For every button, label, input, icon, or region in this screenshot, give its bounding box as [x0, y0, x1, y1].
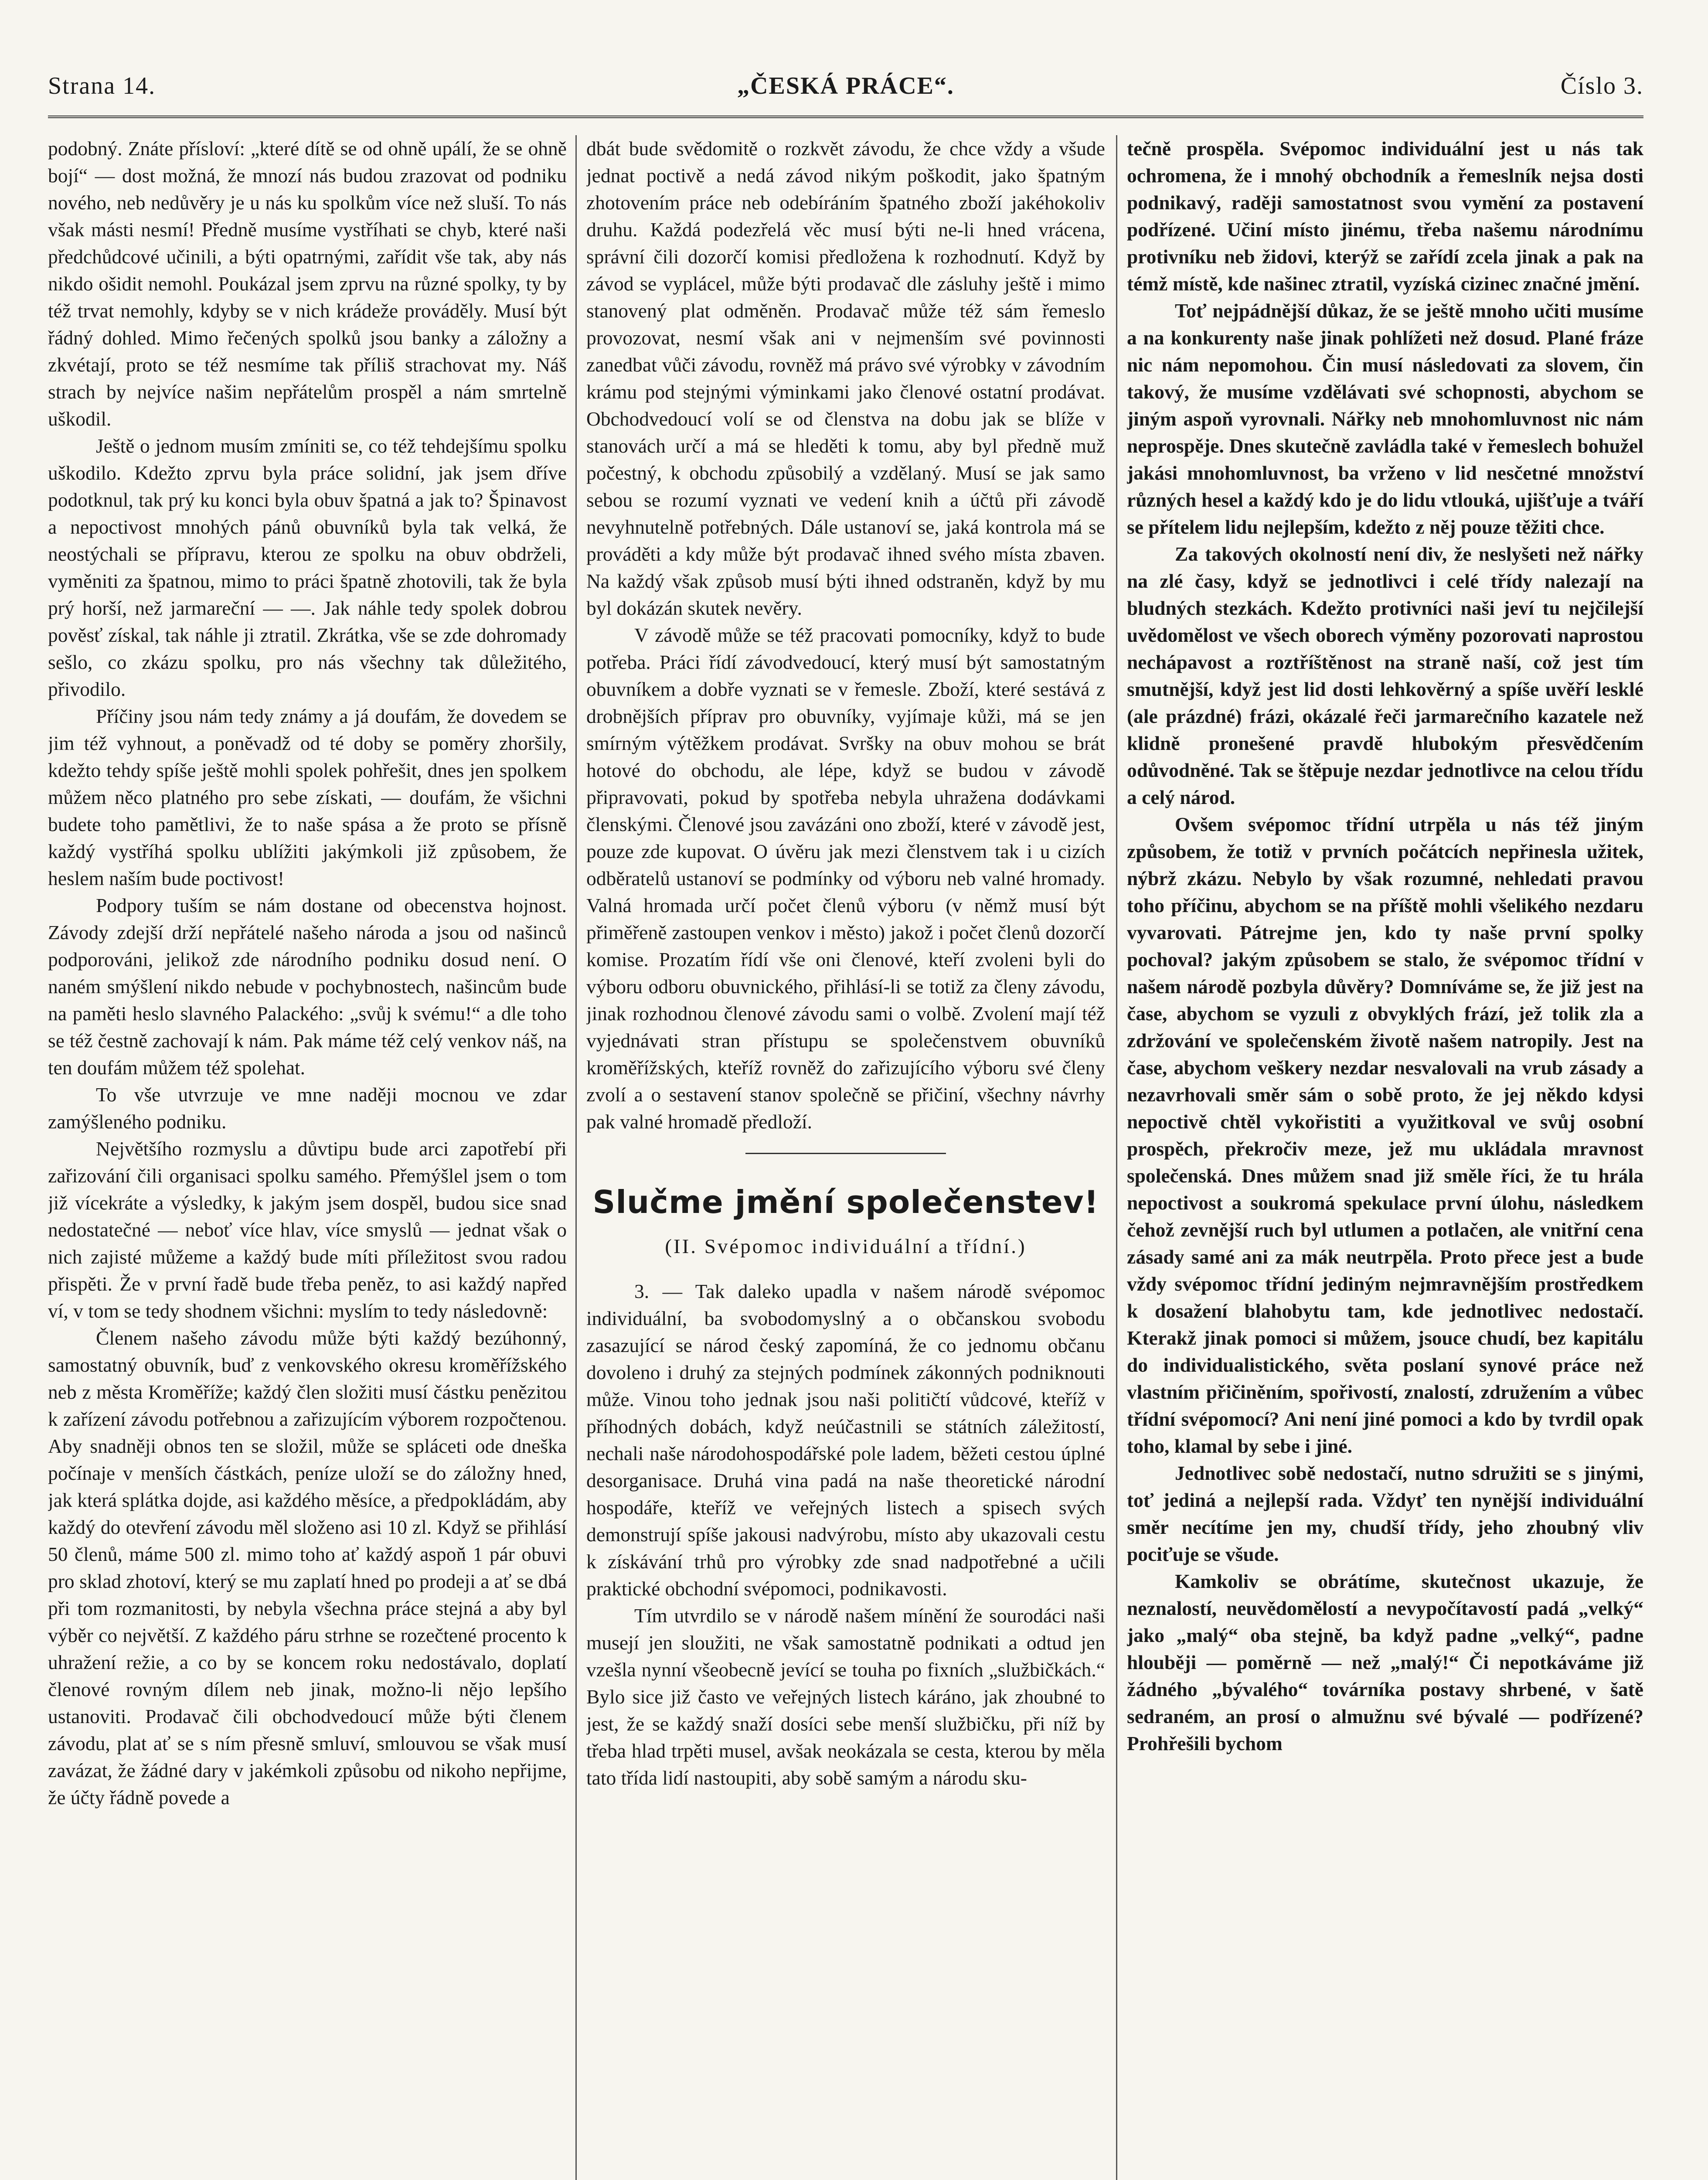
- paragraph: To vše utvrzuje ve mne naději mocnou ve zdar zamýšleného podniku.: [48, 1083, 567, 1133]
- column-divider: [575, 135, 577, 2180]
- paragraph: Ovšem svépomoc třídní utrpěla u nás též jiným způsobem, že totiž v prvních počátcích nepřinesla užitek, nýbrž zkázu. Nebylo by však rozumné, nehledati pravou toho příčinu, abychom se na příště mohli všelikého nezdaru vyvarovati. Pátrejme jen, kdo ty naše první spolky pochoval? jakým způsobem se stalo, že svépomoc třídní v našem národě pozbyla důvěry? Domníváme se, že již jest na čase, abychom se vyzuli z obvyklých frází, jež tolik zla a zdržování ve společenském životě našem natropily. Jest na čase, abychom veškery nezdar nesvalovali na vrub zásady a nezavrhovali směr sám o sobě proto, že jej někdo kdysi nepoctivě chtěl vykořistiti a využitkoval ve svůj osobní prospěch, překročiv meze, jež mu ukládala mravnost společenská. Dnes můžem snad již směle říci, že tu hrála nepoctivost a soukromá spekulace první úlohu, následkem čehož zevnější ruch byl utlumen a potlačen, ale vnitřní cena zásady samé ani za mák neutrpěla. Proto přece jest a bude vždy svépomoc třídní jediným nejmravnějším prostředkem k dosažení blahobytu tam, kde jednotlivec nedostačí. Kterakž jinak pomoci si můžem, jsouce chudí, bez kapitálu do individualistického, světa poslaní synové práce než vlastním přičiněním, spořivostí, znalostí, združením a vůbec třídní svépomocí? Ani není jiné pomoci a kdo by tvrdil opak toho, klamal by sebe i jiné.: [1127, 813, 1643, 1457]
- column-left: [48, 135, 567, 2180]
- column-middle: [586, 135, 1105, 2180]
- page-number: Strana 14.: [48, 72, 156, 99]
- paragraph: Toť nejpádnější důkaz, že se ještě mnoho učiti musíme a na konkurenty naše jinak pohlížeti než dosud. Plané fráze nic nám nepomohou. Čin musí následovati za slovem, čin takový, že musíme vzdělávati své schopnosti, abychom se jiným aspoň vyrovnali. Nářky neb mnohomluvnost nic nám neprospěje. Dnes skutečně zavládla také v řemeslech bohužel jakási mnohomluvnost, ba vrženo v lid nesčetné množství různých hesel a každý kdo je do lidu vtlouká, ujišťuje a tváří se přítelem lidu nejlepším, kdežto z něj pouze těžiti chce.: [1127, 300, 1643, 538]
- column-divider: [1116, 135, 1117, 2180]
- header-rule: [48, 116, 1643, 118]
- paragraph: 3. — Tak daleko upadla v našem národě svépomoc individuální, ba svobodomyslný a o občanskou svobodu zasazující se národ český zapomíná, že co jednomu občanu dovoleno i druhý za stejných podmínek zákonných podniknouti může. Vinou toho jednak jsou naši političtí vůdcové, kteříž v příhodných dobách, když neúčastnili se státních záležitostí, nechali naše národohospodářské pole ladem, běžeti cestou úplné desorganisace. Druhá vina padá na naše theoretické národní hospodáře, kteříž ve veřejných listech a spisech svých demonstrují spíše jakousi nadvýrobu, místo aby ukazovali cestu k získávání trhů pro výrobky zde snad nadpotřebné a učili praktické obchodní svépomoci, podnikavosti.: [586, 1280, 1105, 1600]
- article-title: Slučme jmění společenstev!: [592, 1184, 1099, 1220]
- column-right: [1127, 135, 1643, 2180]
- page-header: [48, 65, 1643, 113]
- paragraph: Příčiny jsou nám tedy známy a já doufám, že dovedem se jim též vyhnout, a poněvadž od té doby se poměry zhoršily, kdežto tehdy spíše ještě mohli spolek pohřešit, dnes jen spolkem můžem něco platného pro sebe získati, — doufám, že všichni budete toho pamětlivi, že to naše spása a že proto se přísně každý vystříhá spolku ublížiti jakýmkoli již způsobem, že heslem naším bude poctivost!: [48, 705, 567, 889]
- paragraph: Podpory tuším se nám dostane od obecenstva hojnost. Závody zdejší drží nepřátelé našeho národa a jsou od našinců podporováni, jelikož zde národního podniku dosud není. O naném smýšlení nikdo nebude v pochybnostech, našincům bude na paměti heslo slavného Palackého: „svůj k svému!“ a dle toho se též čestně zachovají k nám. Pak máme též celý venkov náš, na ten doufám můžem též spolehat.: [48, 894, 567, 1079]
- paragraph: Ještě o jednom musím zmíniti se, co též tehdejšímu spolku uškodilo. Kdežto zprvu byla práce solidní, jak jsem dříve podotknul, tak prý ku konci byla obuv špatná a jak to? Špinavost a nepoctivost mnohých pánů obuvníků byla tak velká, že neostýchali se přípravu, kterou ze spolku na obuv obdrželi, vyměniti za špatnou, mimo to práci špatně zhotovili, tak že byla prý horší, než jarmareční — —. Jak náhle tedy spolek dobrou pověsť získal, tak náhle ji ztratil. Zkrátka, vše se zde dohromady sešlo, co zkázu spolku, pro nás všechny tak důležitého, přivodilo.: [48, 435, 567, 700]
- article-separator: [745, 1153, 946, 1154]
- newspaper-title: „ČESKÁ PRÁCE“.: [737, 72, 954, 99]
- paragraph: Kamkoliv se obrátíme, skutečnost ukazuje, že neznalostí, neuvědomělostí a nevypočítavostí padá „velký“ jako „malý“ oba stejně, ba když padne „velký“, padne hlouběji — poměrně — než „malý!“ Či nepotkáváme již žádného „bývalého“ továrníka postavy shrbené, v šatě sedraném, an prosí o almužnu své bývalé — podřízené? Prohřešili bychom: [1127, 1570, 1643, 1754]
- paragraph: dbát bude svědomitě o rozkvět závodu, že chce vždy a všude jednat poctivě a nedá závod nikým poškodit, jako špatným zhotovením práce neb odebíráním špatného zboží jakéhokoliv druhu. Každá podezřelá věc musí býti ne-li hned vrácena, správní čili dozorčí komisi předložena k rozhodnutí. Když by závod se vyplácel, může býti prodavač dle zásluhy ještě i mimo stanovený plat odměněn. Prodavač může též sám řemeslo provozovat, nesmí však ani v nejmenším své povinnosti zanedbat vůči závodu, rovněž má právo své výrobky v závodním krámu pod stejnými výminkami jako členové ostatní prodávat. Obchodvedoucí volí se od členstva na dobu jak se blíže v stanovách určí a má se hleděti k tomu, aby byl předně muž počestný, k obchodu způsobilý a vzdělaný. Musí se jak samo sebou se rozumí vyznati ve vedení knih a účtů při závodě nevyhnutelně potřebných. Dále ustanoví se, jaká kontrola má se prováděti a kdy může být prodavač ihned svého místa zbaven. Na každý však způsob musí býti ihned odstraněn, když by mu byl dokázán skutek nevěry.: [586, 137, 1105, 619]
- paragraph: Členem našeho závodu může býti každý bezúhonný, samostatný obuvník, buď z venkovského okresu kroměřížského neb z města Kroměříže; každý člen složiti musí částku penězitou k zařízení závodu potřebnou a zařizujícím výborem rozpočtenou. Aby snadněji obnos ten se složil, může se spláceti ode dneška počínaje v menších částkách, peníze uloží se do záložny hned, jak která splátka dojde, asi každého měsíce, a předpokládám, aby každý do otevření závodu měl složeno asi 10 zl. Když se přihlásí 50 členů, máme 500 zl. mimo toho ať každý aspoň 1 pár obuvi pro sklad zhotoví, který se mu zaplatí hned po prodeji a ať se dbá při tom rozmanitosti, by nebyla všechna práce stejná a aby byl výběr co největší. Z každého páru strhne se rozečtené procento k uhražení režie, a co by se koncem roku nedostávalo, doplatí členové rovným dílem neb jinak, možno-li nějo lepšího ustanoviti. Prodavač čili obchodvedoucí může býti členem závodu, plat ať se s ním přesně smluví, smlouvou se však musí zavázat, že žádné dary v jakémkoli způsobu od nikoho nepřijme, že účty řádně povede a: [48, 1327, 567, 1809]
- paragraph: Tím utvrdilo se v národě našem mínění že sourodáci naši musejí jen sloužiti, ne však samostatně podnikati a odtud jen vzešla nynní všeobecně jevící se touha po fixních „službičkách.“ Bylo sice již často ve veřejných listech káráno, jak zhoubné to jest, že se každý snaží dosíci sebe menší službičku, při níž by třeba hlad trpěti musel, avšak neokázala se cesta, kterou by měla tato třída lidí nastoupiti, aby sobě samým a národu sku-: [586, 1604, 1105, 1789]
- paragraph: Za takových okolností není div, že neslyšeti než nářky na zlé časy, když se jednotlivci i celé třídy nalezají na bludných stezkách. Kdežto protivníci naši jeví tu nejčilejší uvědomělost ve všech oborech výměny pozorovati naprostou nechápavost a roztříštěnost na straně naší, což jest tím smutnější, když jest lid dosti lehkověrný a spíše uvěří lesklé (ale prázdné) frázi, okázalé řeči jarmarečního kazatele než klidně pronešené pravdě hlubokým přesvědčením odůvodněné. Tak se štěpuje nezdar jednotlivce na celou třídu a celý národ.: [1127, 543, 1643, 808]
- paragraph: tečně prospěla. Svépomoc individuální jest u nás tak ochromena, že i mnohý obchodník a řemeslník nejsa dosti podnikavý, raději samostatnost svou vymění za postavení podřízené. Učiní místo jinému, třeba našemu národnímu protivníku neb židovi, kterýž se zařídí zcela jinak a pak na témž místě, kde našinec ztratil, vyzíská cizinec značné jmění.: [1127, 137, 1643, 295]
- paragraph: podobný. Znáte přísloví: „které dítě se od ohně upálí, že se ohně bojí“ — dost možná, že mnozí nás budou zrazovat od podniku nového, neb nedůvěry je u nás ku spolkům více než sluší. To nás však másti nesmí! Předně musíme vystříhati se chyb, které naši předchůdcové učinili, a býti opatrnými, zařídit vše tak, aby nás nikdo ošidit nemohl. Poukázal jsem zprvu na různé spolky, ty by též trvat nemohly, kdyby se v nich krádeže prováděly. Musí být řádný dohled. Mimo řečených spolků jsou banky a záložny a zkvétají, proto se též nesmíme tak příliš strachovat my. Náš strach by nejvíce našim nepřátelům prospěl a nám smrtelně uškodil.: [48, 137, 567, 430]
- paragraph: Největšího rozmyslu a důvtipu bude arci zapotřebí při zařizování čili organisaci spolku samého. Přemýšlel jsem o tom již vícekráte a výsledky, k jakým jsem dospěl, budou sice snad nedostatečné — neboť více hlav, více smyslů — jednat však o nich zajisté můžeme a každý bude míti příležitost svou radou přispěti. Že v první řadě bude třeba peněz, to asi každý napřed ví, v tom se tedy shodnem všichni: myslím to tedy následovně:: [48, 1138, 567, 1322]
- paragraph: V závodě může se též pracovati pomocníky, když to bude potřeba. Práci řídí závodvedoucí, který musí být samostatným obuvníkem a dobře vyznati se v řemesle. Zboží, které sestává z drobnějších příprav pro obuvníky, vyjímaje kůži, má se jen smírným výtěžkem prodávat. Svršky na obuv mohou se brát hotové do obchodu, ale lépe, když se budou v závodě připravovati, pokud by spotřeba nebyla uhražena dodávkami členskými. Členové jsou zavázáni ono zboží, které v závodě jest, pouze zde kupovat. O úvěru jak mezi členstvem tak i u cizích odběratelů ustanoví se podmínky od výboru neb valné hromady. Valná hromada určí počet členů výboru (v němž musí být přiměřeně zastoupen venkov i město) jakož i počet členů dozorčí komise. Prozatím řídí vše oni členové, kteří zvoleni byli do výboru odboru obuvnického, přihlásí-li se totiž za členy závodu, jinak rozhodnou členové závodu sami o volbě. Zvolení mají též vyjednávati stran přístupu se společenstvem obuvníků kroměřížských, kteříž rovněž do zařizujícího výboru své členy zvolí a o sestavení stanov společně se přičiní, všechny návrhy pak valné hromadě předloží.: [586, 624, 1105, 1133]
- issue-number: Číslo 3.: [1560, 72, 1643, 99]
- article-subtitle: (II. Svépomoc individuální a třídní.): [665, 1235, 1027, 1258]
- paragraph: Jednotlivec sobě nedostačí, nutno sdružiti se s jinými, toť jediná a nejlepší rada. Vždyť ten nynější individuální směr necítíme jen my, chudší třídy, jeho zhoubný vliv pociťuje se všude.: [1127, 1462, 1643, 1565]
